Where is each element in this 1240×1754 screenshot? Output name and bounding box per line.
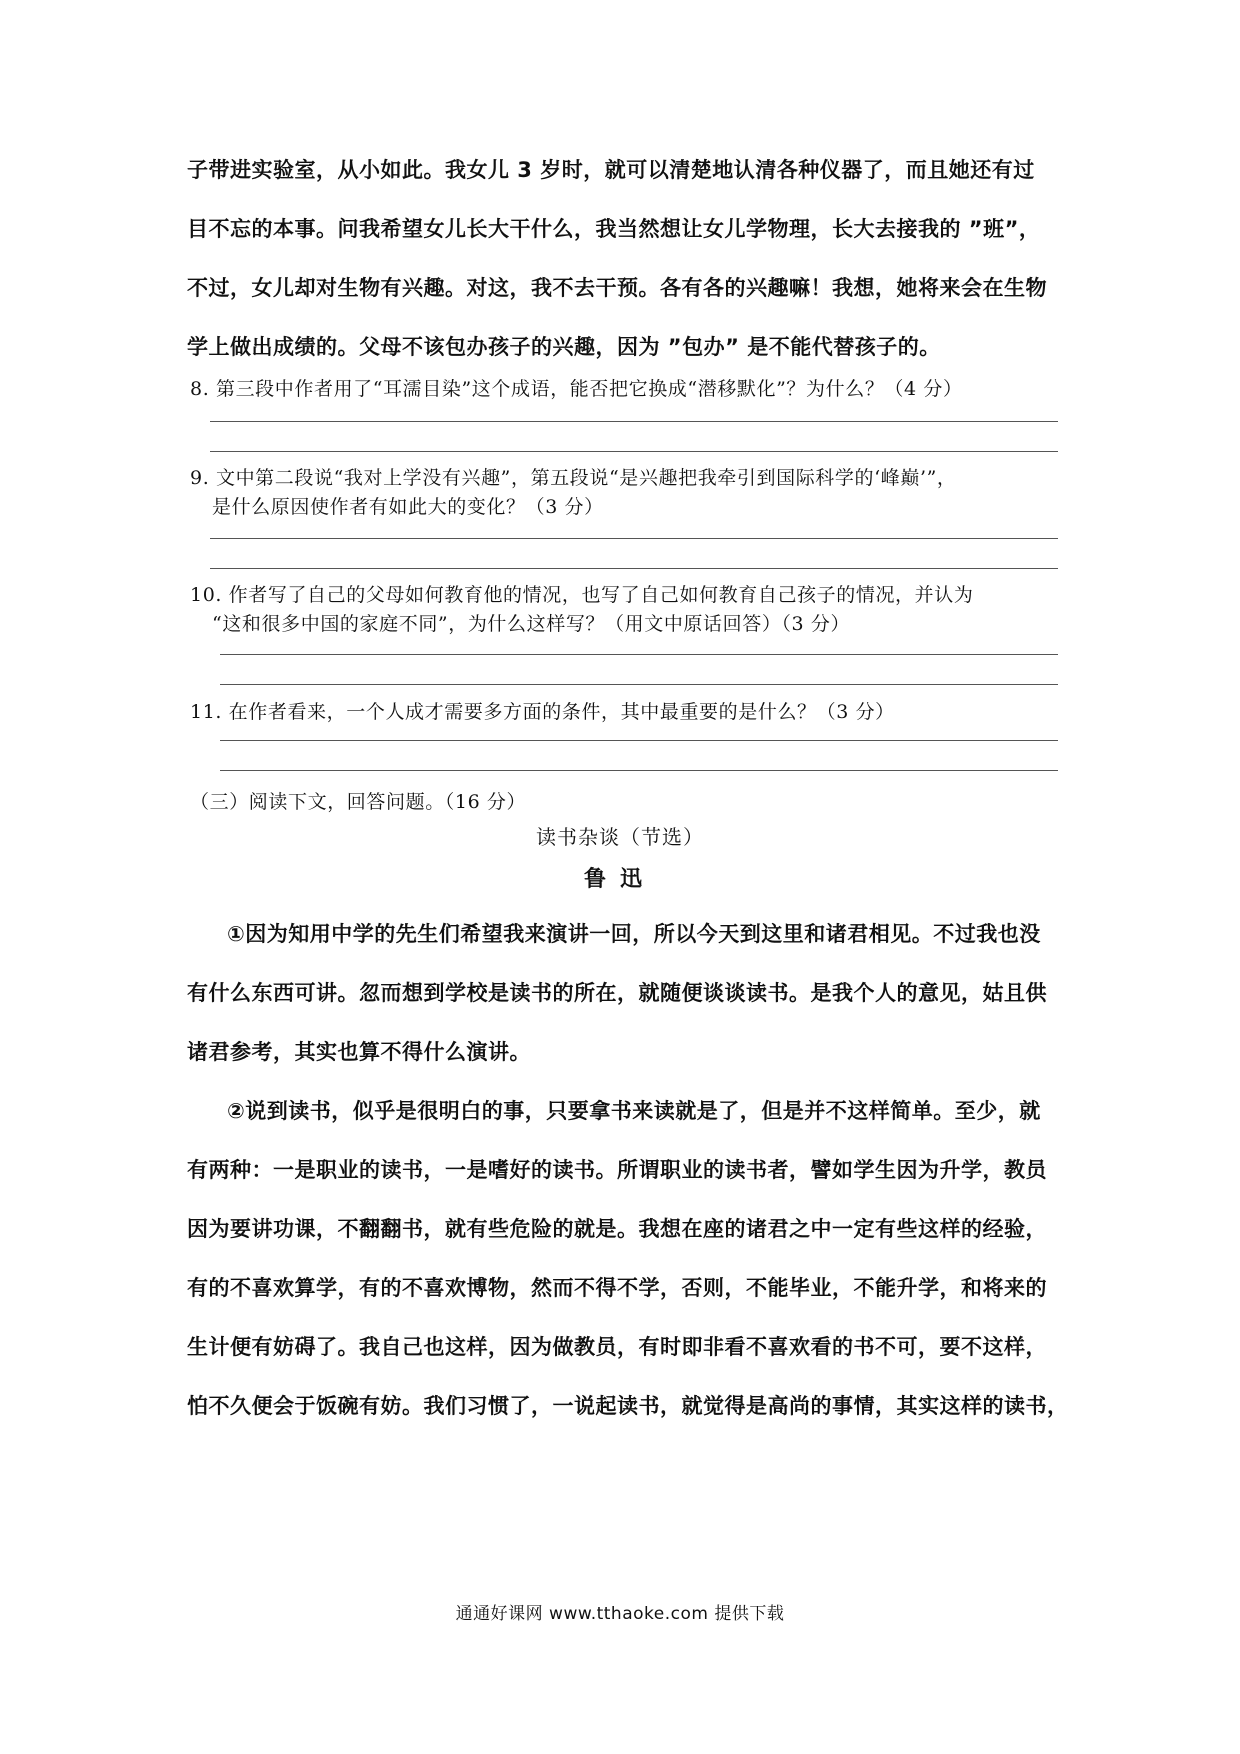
answer-line-10b <box>220 684 1058 685</box>
answer-line-8a <box>210 421 1058 422</box>
question-11: 11. 在作者看来，一个人成才需要多方面的条件，其中最重要的是什么？（3 分） <box>190 701 895 723</box>
answer-line-9a <box>210 538 1058 539</box>
question-8: 8. 第三段中作者用了“耳濡目染”这个成语，能否把它换成“潜移默化”？为什么？（4 分） <box>190 378 963 400</box>
passage-bottom-line-8: 生计便有妨碍了。我自己也这样，因为做教员，有时即非看不喜欢看的书不可，要不这样， <box>187 1335 1047 1359</box>
answer-line-8b <box>210 451 1058 452</box>
passage-bottom-line-9: 怕不久便会于饭碗有妨。我们习惯了，一说起读书，就觉得是高尚的事情，其实这样的读书， <box>187 1394 1069 1418</box>
passage-top-line-3: 不过，女儿却对生物有兴趣。对这，我不去干预。各有各的兴趣嘛！我想，她将来会在生物 <box>187 276 1047 300</box>
footer-watermark: 通通好课网 www.tthaoke.com 提供下载 <box>455 1604 785 1624</box>
question-9-line-1: 9. 文中第二段说“我对上学没有兴趣”，第五段说“是兴趣把我牵引到国际科学的‘峰巅’”， <box>190 467 957 489</box>
answer-line-11b <box>220 770 1058 771</box>
article-author: 鲁迅 <box>583 867 656 892</box>
passage-top-line-1: 子带进实验室，从小如此。我女儿 3 岁时，就可以清楚地认清各种仪器了，而且她还有过 <box>187 158 1035 182</box>
answer-line-9b <box>210 568 1058 569</box>
passage-bottom-line-3: 诸君参考，其实也算不得什么演讲。 <box>187 1040 531 1064</box>
passage-bottom-line-1: ①因为知用中学的先生们希望我来演讲一回，所以今天到这里和诸君相见。不过我也没 <box>227 922 1041 946</box>
question-10-line-1: 10. 作者写了自己的父母如何教育他的情况，也写了自己如何教育自己孩子的情况，并认为 <box>190 584 974 606</box>
section-3-heading: （三）阅读下文，回答问题。（16 分） <box>190 791 527 813</box>
passage-bottom-line-6: 因为要讲功课，不翻翻书，就有些危险的就是。我想在座的诸君之中一定有些这样的经验， <box>187 1217 1047 1241</box>
answer-line-10a <box>220 654 1058 655</box>
passage-bottom-line-5: 有两种：一是职业的读书，一是嗜好的读书。所谓职业的读书者，譬如学生因为升学，教员 <box>187 1158 1047 1182</box>
passage-bottom-line-7: 有的不喜欢算学，有的不喜欢博物，然而不得不学，否则，不能毕业，不能升学，和将来的 <box>187 1276 1047 1300</box>
passage-top-line-2: 目不忘的本事。问我希望女儿长大干什么，我当然想让女儿学物理，长大去接我的 ”班”， <box>187 217 1041 241</box>
question-9-line-2: 是什么原因使作者有如此大的变化？（3 分） <box>212 496 604 518</box>
passage-bottom-line-2: 有什么东西可讲。忽而想到学校是读书的所在，就随便谈谈读书。是我个人的意见，姑且供 <box>187 981 1047 1005</box>
passage-bottom-line-4: ②说到读书，似乎是很明白的事，只要拿书来读就是了，但是并不这样简单。至少，就 <box>227 1099 1041 1123</box>
passage-top-line-4: 学上做出成绩的。父母不该包办孩子的兴趣，因为 ”包办” 是不能代替孩子的。 <box>187 335 941 359</box>
answer-line-11a <box>220 740 1058 741</box>
article-title: 读书杂谈（节选） <box>536 825 704 849</box>
question-10-line-2: “这和很多中国的家庭不同”，为什么这样写？（用文中原话回答）（3 分） <box>212 613 851 635</box>
